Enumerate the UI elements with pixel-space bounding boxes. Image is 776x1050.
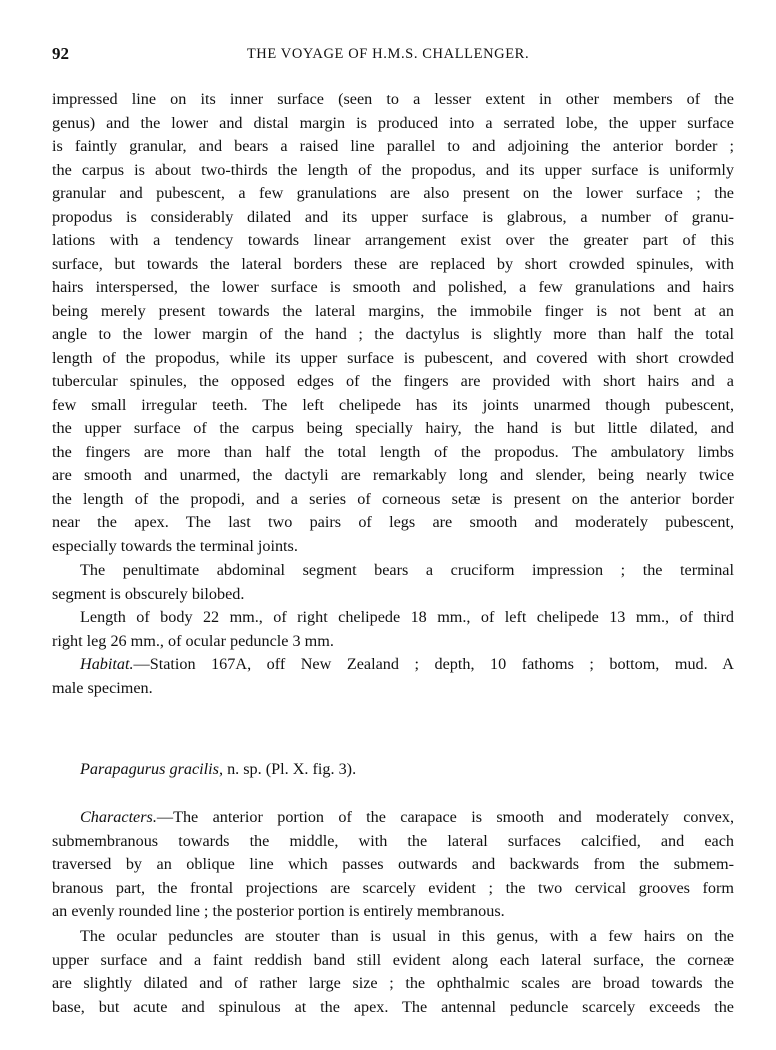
text-line bbox=[52, 394, 734, 418]
line-text: right leg 26 mm., of ocular peduncle 3 mm. bbox=[52, 631, 334, 650]
line-text: traversed by an oblique line which passes outwards and backwards from the submem- bbox=[52, 855, 734, 873]
line-text: tubercular spinules, the opposed edges of the fingers are provided with short hairs and a bbox=[52, 372, 734, 390]
paragraph-p3 bbox=[52, 606, 734, 653]
text-line bbox=[52, 370, 734, 394]
line-text: genus) and the lower and distal margin is produced into a serrated lobe, the upper surface bbox=[52, 113, 734, 132]
text-line bbox=[52, 417, 734, 441]
text-line bbox=[52, 677, 734, 701]
text-line bbox=[52, 653, 734, 677]
running-title: THE VOYAGE OF H.M.S. CHALLENGER. bbox=[246, 46, 530, 62]
line-text: segment is obscurely bilobed. bbox=[52, 584, 245, 603]
paragraph-p4 bbox=[52, 653, 734, 700]
line-text: —The anterior portion of the carapace is smooth and moderately convex, bbox=[156, 808, 734, 826]
text-line bbox=[52, 159, 734, 183]
text-line bbox=[52, 877, 734, 901]
line-text: submembranous towards the middle, with the lateral surfaces calcified, and each bbox=[52, 831, 734, 850]
text-line bbox=[52, 323, 734, 347]
text-line bbox=[52, 464, 734, 488]
text-line bbox=[52, 806, 734, 830]
line-text: The ocular peduncles are stouter than is usual in this genus, with a few hairs on the bbox=[80, 927, 734, 945]
line-text: male specimen. bbox=[52, 678, 153, 697]
line-text: surface, but towards the lateral borders these are replaced by short crowded spinules, with bbox=[52, 254, 734, 273]
text-line bbox=[52, 276, 734, 300]
text-line bbox=[52, 229, 734, 253]
text-line bbox=[52, 583, 734, 607]
line-text: being merely present towards the lateral margins, the immobile finger is not bent at an bbox=[52, 301, 734, 320]
text-line bbox=[52, 253, 734, 277]
text-line bbox=[52, 853, 734, 877]
text-line bbox=[52, 949, 734, 973]
line-text: base, but acute and spinulous at the apex. The antennal peduncle scarcely exceeds the bbox=[52, 997, 734, 1016]
line-text: hairs interspersed, the lower surface is smooth and polished, a few granulations and hairs bbox=[52, 278, 734, 296]
line-text: propodus is considerably dilated and its upper surface is glabrous, a number of granu- bbox=[52, 207, 734, 226]
paragraph-p1 bbox=[52, 88, 734, 558]
line-text: few small irregular teeth. The left chelipede has its joints unarmed though pubescent, bbox=[52, 395, 734, 414]
line-text: upper surface and a faint reddish band still evident along each lateral surface, the corneæ bbox=[52, 950, 734, 969]
italic-lead: Habitat. bbox=[80, 655, 134, 673]
paragraph-p5 bbox=[52, 758, 734, 782]
text-line bbox=[52, 300, 734, 324]
line-text: angle to the lower margin of the hand ; the dactylus is slightly more than half the total bbox=[52, 325, 734, 343]
line-text: the upper surface of the carpus being specially hairy, the hand is but little dilated, and bbox=[52, 419, 734, 437]
line-text: especially towards the terminal joints. bbox=[52, 536, 298, 555]
line-text: the carpus is about two-thirds the length of the propodus, and its upper surface is uniformly bbox=[52, 160, 734, 179]
paragraph-p2 bbox=[52, 559, 734, 606]
line-text: n. sp. (Pl. X. fig. 3). bbox=[223, 760, 357, 778]
line-text: the fingers are more than half the total length of the propodus. The ambulatory limbs bbox=[52, 442, 734, 461]
text-line bbox=[52, 182, 734, 206]
text-line bbox=[52, 830, 734, 854]
line-text: are smooth and unarmed, the dactyli are remarkably long and slender, being nearly twice bbox=[52, 466, 734, 484]
text-line bbox=[52, 996, 734, 1020]
line-text: an evenly rounded line ; the posterior portion is entirely membranous. bbox=[52, 902, 505, 920]
italic-lead: Parapagurus gracilis, bbox=[80, 760, 224, 778]
text-line bbox=[52, 535, 734, 559]
text-line bbox=[52, 511, 734, 535]
line-text: is faintly granular, and bears a raised line parallel to and adjoining the anterior border ; bbox=[52, 137, 734, 155]
text-line bbox=[52, 112, 734, 136]
line-text: granular and pubescent, a few granulations are also present on the lower surface ; the bbox=[52, 184, 734, 202]
paragraph-p7 bbox=[52, 925, 734, 1019]
text-line bbox=[52, 206, 734, 230]
line-text: the length of the propodi, and a series of corneous setæ is present on the anterior border bbox=[52, 489, 734, 508]
text-line bbox=[52, 88, 734, 112]
text-line bbox=[52, 559, 734, 583]
text-line bbox=[52, 972, 734, 996]
text-line bbox=[52, 606, 734, 630]
page-number: 92 bbox=[52, 44, 69, 63]
text-line bbox=[52, 441, 734, 465]
text-line bbox=[52, 758, 734, 782]
italic-lead: Characters. bbox=[80, 808, 157, 826]
line-text: near the apex. The last two pairs of legs are smooth and moderately pubescent, bbox=[52, 513, 734, 531]
line-text: branous part, the frontal projections are scarcely evident ; the two cervical grooves form bbox=[52, 878, 734, 897]
text-line bbox=[52, 347, 734, 371]
line-text: length of the propodus, while its upper surface is pubescent, and covered with short crowded bbox=[52, 348, 734, 367]
line-text: Length of body 22 mm., of right chelipede 18 mm., of left chelipede 13 mm., of third bbox=[80, 608, 734, 626]
line-text: The penultimate abdominal segment bears a cruciform impression ; the terminal bbox=[80, 561, 734, 579]
text-line bbox=[52, 925, 734, 949]
text-line bbox=[52, 135, 734, 159]
line-text: lations with a tendency towards linear arrangement exist over the greater part of this bbox=[52, 231, 734, 249]
paragraph-p6 bbox=[52, 806, 734, 924]
line-text: are slightly dilated and of rather large size ; the ophthalmic scales are broad towards the bbox=[52, 974, 734, 992]
text-line bbox=[52, 488, 734, 512]
text-line bbox=[52, 900, 734, 924]
line-text: —Station 167A, off New Zealand ; depth, 10 fathoms ; bottom, mud. A bbox=[133, 655, 734, 673]
text-line bbox=[52, 630, 734, 654]
line-text: impressed line on its inner surface (seen to a lesser extent in other members of the bbox=[52, 90, 734, 108]
